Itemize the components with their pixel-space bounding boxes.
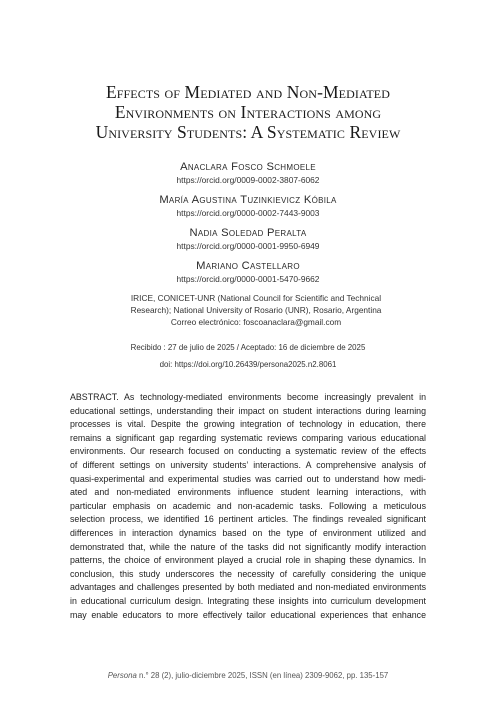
page-footer: [40, 671, 456, 680]
paper-title: [60, 82, 436, 142]
abstract-line: selection process, we identified 16 pertinent articles. The findings revealed significant: [70, 514, 426, 525]
author-name: Mariano Castellaro: [196, 260, 300, 272]
abstract-line: ated and non-mediated environments influence student learning interactions, with: [70, 487, 426, 498]
author: [40, 193, 456, 219]
author-orcid-link[interactable]: https://orcid.org/0000-0002-7443-9003: [176, 208, 320, 218]
publication-dates: [40, 342, 456, 376]
title-line: Environments on Interactions among: [114, 102, 382, 122]
author-name: Nadia Soledad Peralta: [189, 227, 307, 239]
abstract-line: patterns, the choice of environment played a crucial role in shaping these dynamics. In: [70, 555, 426, 566]
affiliation-line: IRICE, CONICET-UNR (National Council for Scientific and Technical: [130, 293, 382, 303]
affiliation: [122, 292, 390, 328]
abstract-line: remains a significant gap regarding systematic reviews comparing various educational: [70, 432, 426, 443]
abstract: [70, 391, 426, 622]
received-accepted-dates: Recibido : 27 de julio de 2025 / Aceptado: 16 de diciembre de 2025: [130, 343, 366, 352]
email-line[interactable]: Correo electrónico: foscoanaclara@gmail.com: [170, 317, 342, 327]
abstract-line: environments. Our research focused on conducting a systematic review of the effects: [70, 446, 426, 457]
author-name: Anaclara Fosco Schmoele: [180, 161, 316, 173]
author-orcid-link[interactable]: https://orcid.org/0000-0001-9950-6949: [176, 241, 320, 251]
doi-link[interactable]: doi: https://doi.org/10.26439/persona2025.n2.8061: [159, 360, 337, 369]
journal-name: Persona: [107, 671, 137, 680]
author-orcid-link[interactable]: https://orcid.org/0009-0002-3807-6062: [176, 175, 320, 185]
author: [40, 226, 456, 252]
abstract-line: educational settings, understanding their impact on student interactions during learning: [70, 405, 426, 416]
author-name: María Agustina Tuzinkievicz Kóbila: [159, 194, 337, 206]
abstract-line: processes is vital. Despite the growing integration of technology in education, there: [70, 419, 426, 430]
affiliation-line: Research); National University of Rosario (UNR), Rosario, Argentina: [130, 305, 382, 315]
author: [40, 160, 456, 186]
abstract-line: of different settings on university students’ interactions. A comprehensive analysis of: [70, 459, 426, 470]
author-list: [40, 160, 456, 292]
title-line: Effects of Mediated and Non-Mediated: [105, 82, 391, 102]
abstract-line: differences in interaction dynamics based on the type of environment utilized and: [70, 527, 426, 538]
abstract-line: advantages and challenges presented by both mediated and non-mediated environments: [70, 582, 426, 593]
abstract-line: conclusion, this study underscores the necessity of carefully considering the unique: [70, 568, 426, 579]
abstract-line: in educational curriculum design. Integrating these insights into curriculum development: [70, 595, 426, 606]
author-orcid-link[interactable]: https://orcid.org/0000-0001-5470-9662: [176, 274, 320, 284]
abstract-line: demonstrated that, while the nature of the tasks did not significantly modify interaction: [70, 541, 426, 552]
abstract-line: quasi-experimental and experimental studies was carried out to understand how medi-: [70, 473, 426, 484]
abstract-line: may enable educators to more effectively tailor educational experiences that enhance: [70, 609, 426, 620]
abstract-line: particular emphasis on academic and non-academic tasks. Following a meticulous: [70, 500, 426, 511]
journal-citation: n.° 28 (2), julio-diciembre 2025, ISSN (en línea) 2309-9062, pp. 135-157: [136, 671, 389, 680]
author: [40, 259, 456, 285]
title-line: University Students: A Systematic Review: [95, 122, 401, 142]
abstract-line: ABSTRACT. As technology-mediated environments become increasingly prevalent in: [70, 392, 426, 402]
